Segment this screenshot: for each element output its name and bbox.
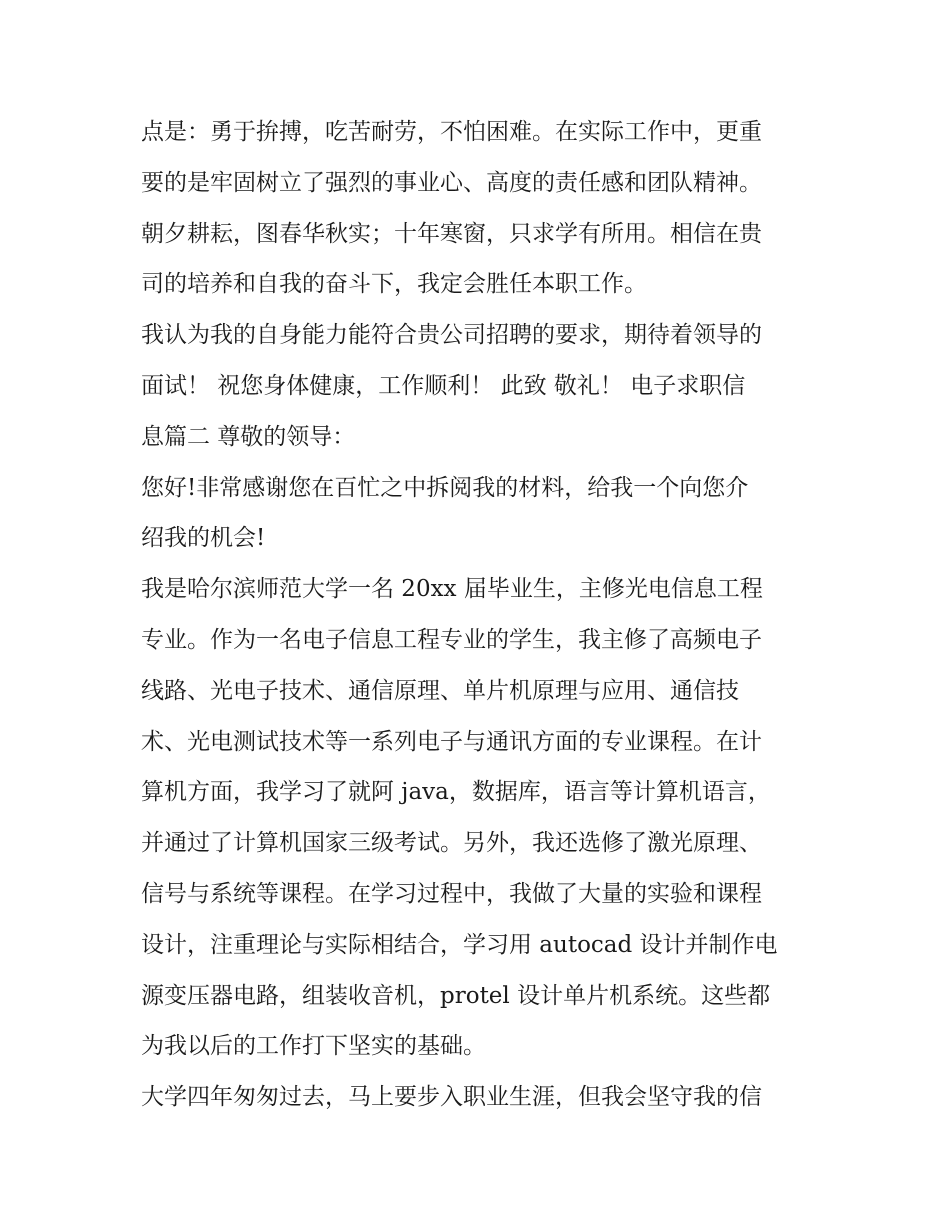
text-line: 点是：勇于拚搏，吃苦耐劳，不怕困难。在实际工作中，更重 <box>141 119 762 145</box>
text-line: 线路、光电子技术、通信原理、单片机原理与应用、通信技 <box>141 677 739 704</box>
text-line: 为我以后的工作打下坚实的基础。 <box>141 1033 486 1060</box>
text-line: 息篇二 尊敬的领导： <box>141 423 356 450</box>
text-line: 信号与系统等课程。在学习过程中，我做了大量的实验和课程 <box>141 880 762 907</box>
text-line: 朝夕耕耘，图春华秋实；十年寒窗，只求学有所用。相信在贵 <box>141 220 762 247</box>
text-line: 术、光电测试技术等一系列电子与通讯方面的专业课程。在计 <box>141 728 762 755</box>
text-line: 我认为我的自身能力能符合贵公司招聘的要求，期待着领导的 <box>141 322 762 349</box>
text-line: 绍我的机会! <box>141 525 266 552</box>
text-line: 源变压器电路，组装收音机，protel 设计单片机系统。这些都 <box>141 982 771 1009</box>
text-line: 您好!非常感谢您在百忙之中拆阅我的材料，给我一个向您介 <box>141 474 749 501</box>
document-body <box>141 107 813 1123</box>
text-line: 司的培养和自我的奋斗下，我定会胜任本职工作。 <box>141 271 647 298</box>
text-line: 设计，注重理论与实际相结合，学习用 autocad 设计并制作电 <box>141 931 778 958</box>
text-line: 专业。作为一名电子信息工程专业的学生，我主修了高频电子 <box>141 626 762 653</box>
text-line: 并通过了计算机国家三级考试。另外，我还选修了激光原理、 <box>141 830 762 857</box>
text-line: 算机方面，我学习了就阿 java，数据库，语言等计算机语言， <box>141 779 771 806</box>
text-line: 面试！ 祝您身体健康，工作顺利！ 此致 敬礼！ 电子求职信 <box>141 372 746 399</box>
text-line: 大学四年匆匆过去，马上要步入职业生涯，但我会坚守我的信 <box>141 1084 762 1111</box>
text-line: 要的是牢固树立了强烈的事业心、高度的责任感和团队精神。 <box>141 169 762 196</box>
text-line: 我是哈尔滨师范大学一名 20xx 届毕业生，主修光电信息工程 <box>141 576 763 603</box>
